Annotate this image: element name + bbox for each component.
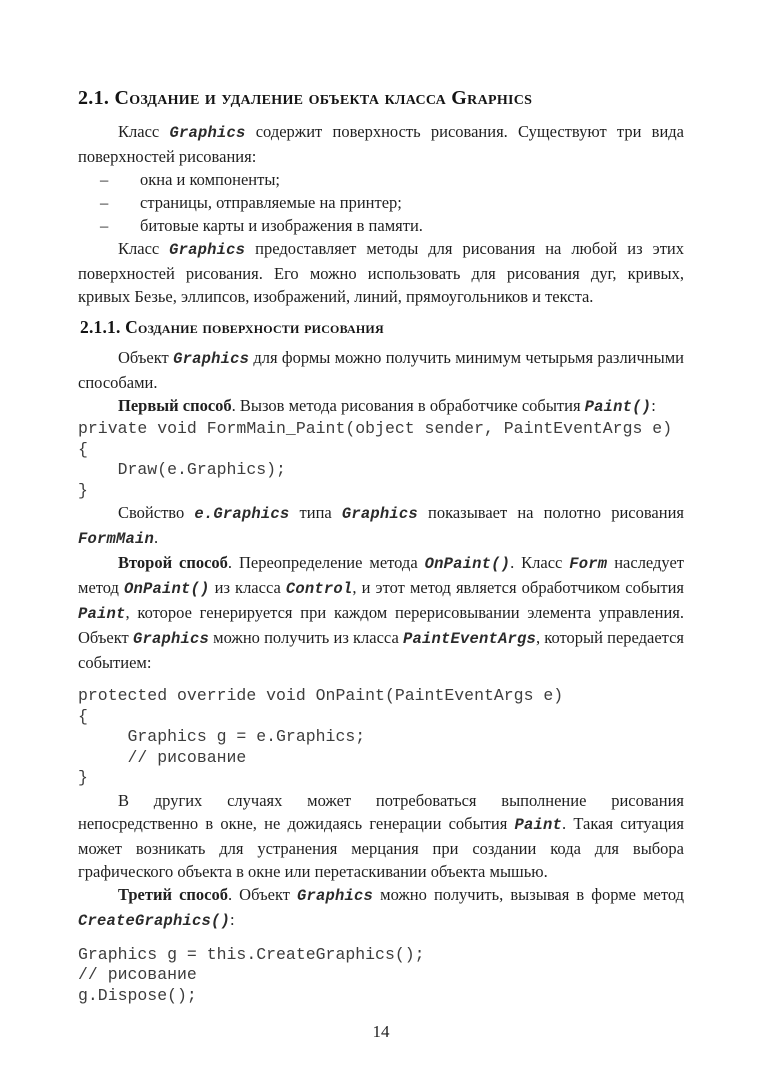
paragraph-third-way [78,883,684,933]
text-run: , и этот метод является обработчиком события [352,578,684,597]
inline-code: Paint [514,815,563,834]
text-run: . [154,528,159,547]
paragraph-graphics-methods [78,237,684,308]
list-item-text: страницы, отправляемые на принтер; [140,193,402,212]
inline-code: PaintEventArgs [402,630,536,648]
page-number: 14 [372,1022,390,1041]
inline-code: OnPaint() [424,555,511,573]
text-run: . Класс [510,553,570,572]
text-run: , которое генерируется при каждом перерисовывании элемента управления. Объект [78,603,684,647]
inline-code: FormMain [78,530,155,548]
list-item [78,214,684,237]
code-line: protected override void OnPaint(PaintEventArgs e) [78,686,564,705]
paragraph-four-ways [78,346,684,394]
dash-marker: – [100,216,109,235]
section-heading [78,86,684,110]
paragraph-intro [78,120,684,168]
inline-code: Paint() [584,398,652,416]
inline-code: e.Graphics [194,505,290,523]
code-line: { [78,706,88,726]
text-run: Класс [118,239,170,258]
text-run: можно получить из класса [208,628,403,647]
inline-code: OnPaint() [124,580,210,598]
code-line: Graphics g = this.CreateGraphics(); [78,944,425,964]
dash-marker: – [100,193,109,212]
inline-code: Graphics [169,241,246,259]
inline-code: Form [569,555,608,573]
text-run: Класс [118,122,170,141]
text-run: В других случаях может потребоваться выполнение рисования непосредственно в окне, не дожидаясь генерации события [78,790,684,833]
text-run: . Переопределение метода [227,553,425,572]
text-run: , который передается событием: [78,628,684,672]
subsection-heading [80,316,684,338]
bold-text-run: Второй способ [118,553,228,572]
text-run: : [651,396,656,415]
code-block-onpaint-override [78,686,684,789]
inline-code: Graphics [169,124,246,142]
inline-code: CreateGraphics() [78,911,231,930]
text-run: Объект [118,348,174,367]
text-run: Свойство [118,503,195,522]
paragraph-other-cases [78,789,684,883]
inline-code: Control [285,580,353,598]
text-run: для формы можно получить минимум четырьмя различными способами. [78,348,684,392]
list-item-text: окна и компоненты; [140,170,281,189]
code-line: Graphics g = e.Graphics; [78,727,366,746]
text-run: типа [289,503,342,522]
surface-types-list [78,168,684,237]
list-item [78,168,684,191]
text-run: из класса [209,578,286,597]
list-item-text: битовые карты и изображения в памяти. [140,216,423,235]
dash-marker: – [100,170,109,189]
text-run: . Объект [227,884,298,904]
code-block-paint-handler [78,419,684,501]
paragraph-first-way [78,394,684,419]
text-run: : [230,909,235,929]
code-line: } [78,480,88,500]
code-line: // рисование [78,747,247,767]
code-line: } [78,768,88,787]
inline-code: Graphics [173,350,250,368]
text-run: содержит поверхность рисования. Существуют три вида поверхностей рисования: [78,122,684,166]
text-run: показывает на полотно рисования [417,503,684,522]
list-item [78,191,684,214]
code-line: private void FormMain_Paint(object sender, PaintEventArgs e) [78,419,673,438]
code-block-creategraphics [78,945,684,1007]
section-title: Создание и удаление объекта класса Graphics [114,87,533,109]
paragraph-egraphics-property [78,501,684,551]
text-run: . Такая ситуация может возникать для устранения мерцания при создании кода для выбора графического объекта в окне или перетаскивании объекта мышью. [78,813,684,881]
text-run: наследует метод [78,553,684,597]
text-run: предоставляет методы для рисования на любой из этих поверхностей рисования. Его можно использовать для рисования дуг, кривых, кривых Безье, эллипсов, изображений, линий, прямоугольников и текста. [78,239,684,306]
text-run: . Вызов метода рисования в обработчике события [231,396,585,415]
inline-code: Graphics [132,630,209,648]
subsection-title: Создание поверхности рисования [125,317,384,337]
code-line: Draw(e.Graphics); [78,460,286,479]
inline-code: Paint [78,605,126,623]
bold-text-run: Третий способ [118,884,228,904]
text-run: можно получить, вызывая в форме метод [373,884,684,904]
inline-code: Graphics [297,886,374,905]
section-number: 2.1. [78,87,115,109]
bold-text-run: Первый способ [118,396,232,415]
code-line: // рисование [78,965,197,984]
code-line: g.Dispose(); [78,985,197,1005]
code-line: { [78,439,88,459]
paragraph-second-way [78,551,684,674]
subsection-number: 2.1.1. [80,317,126,337]
inline-code: Graphics [341,505,418,523]
